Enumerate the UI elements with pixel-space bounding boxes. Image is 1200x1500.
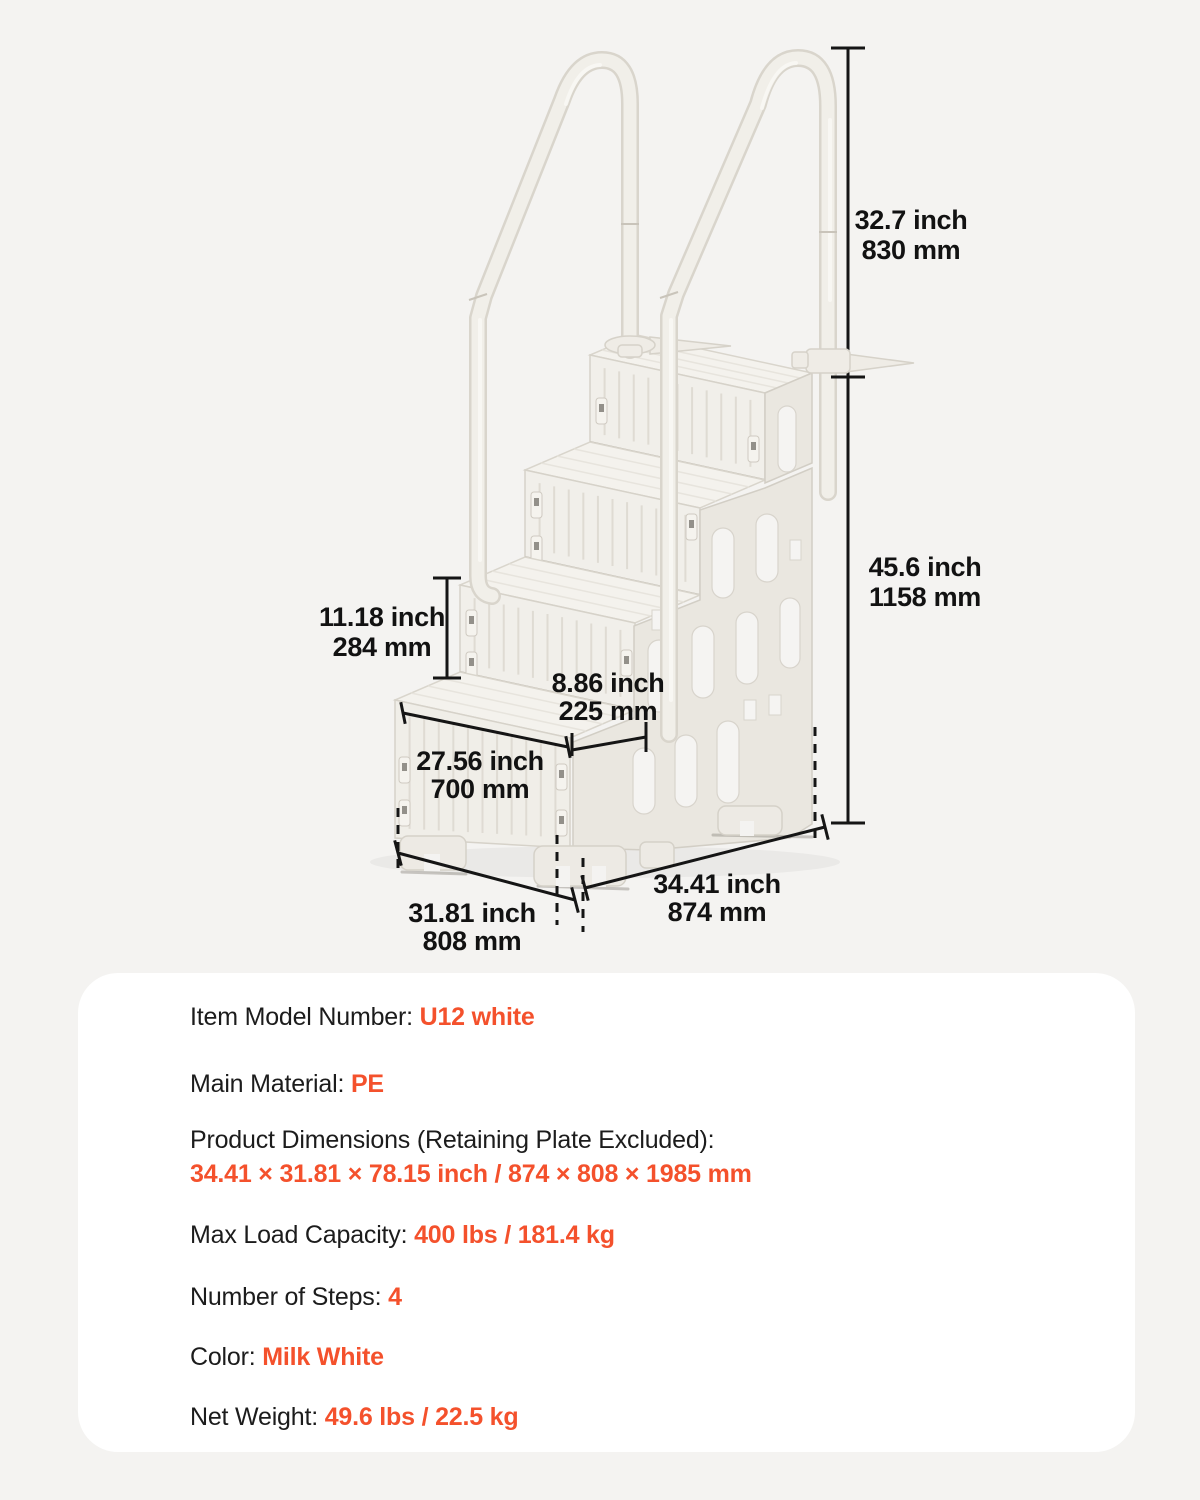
spec-row-color <box>190 1340 1075 1374</box>
spec-label: Item Model Number: <box>190 1003 420 1031</box>
spec-label: Product Dimensions (Retaining Plate Excluded): <box>190 1126 715 1154</box>
spec-value: 4 <box>388 1283 402 1311</box>
spec-label: Number of Steps: <box>190 1283 389 1311</box>
spec-value: 34.41 × 31.81 × 78.15 inch / 874 × 808 × 1985 mm <box>190 1160 752 1188</box>
dim-label-base-depth-inch: 31.81 inch <box>408 898 536 928</box>
dim-label-base-width-mm: 874 mm <box>667 897 767 927</box>
spec-value: 400 lbs / 181.4 kg <box>414 1221 615 1249</box>
dim-label-step-width-mm: 700 mm <box>430 774 530 804</box>
dim-label-tread-depth-mm: 225 mm <box>558 696 658 726</box>
spec-value: U12 white <box>419 1003 535 1031</box>
spec-row-weight <box>190 1400 1075 1434</box>
dim-label-step-rise-mm: 284 mm <box>332 632 432 662</box>
spec-value: Milk White <box>262 1343 384 1371</box>
spec-card <box>78 973 1135 1452</box>
spec-value: 49.6 lbs / 22.5 kg <box>324 1403 519 1431</box>
spec-label: Net Weight: <box>190 1403 325 1431</box>
dim-label-tread-depth-inch: 8.86 inch <box>551 668 665 698</box>
spec-row-steps <box>190 1280 1075 1314</box>
spec-row-material <box>190 1067 1075 1101</box>
spec-label: Max Load Capacity: <box>190 1221 415 1249</box>
dim-label-total-height-mm: 1158 mm <box>869 582 981 612</box>
dim-label-step-rise-inch: 11.18 inch <box>318 602 446 632</box>
retaining-plate-right <box>792 349 914 373</box>
dim-label-base-depth-mm: 808 mm <box>422 926 522 956</box>
spec-row-dimensions <box>190 1123 1075 1191</box>
dim-label-rail-height-mm: 830 mm <box>861 235 961 265</box>
spec-value: PE <box>350 1070 384 1098</box>
spec-label: Main Material: <box>190 1070 351 1098</box>
dim-label-base-width-inch: 34.41 inch <box>653 869 781 899</box>
spec-row-model <box>190 1000 1075 1034</box>
spec-row-load <box>190 1218 1075 1252</box>
spec-label: Color: <box>190 1343 263 1371</box>
dim-label-total-height-inch: 45.6 inch <box>868 552 982 582</box>
dim-label-rail-height-inch: 32.7 inch <box>854 205 968 235</box>
dim-label-step-width-inch: 27.56 inch <box>416 746 544 776</box>
